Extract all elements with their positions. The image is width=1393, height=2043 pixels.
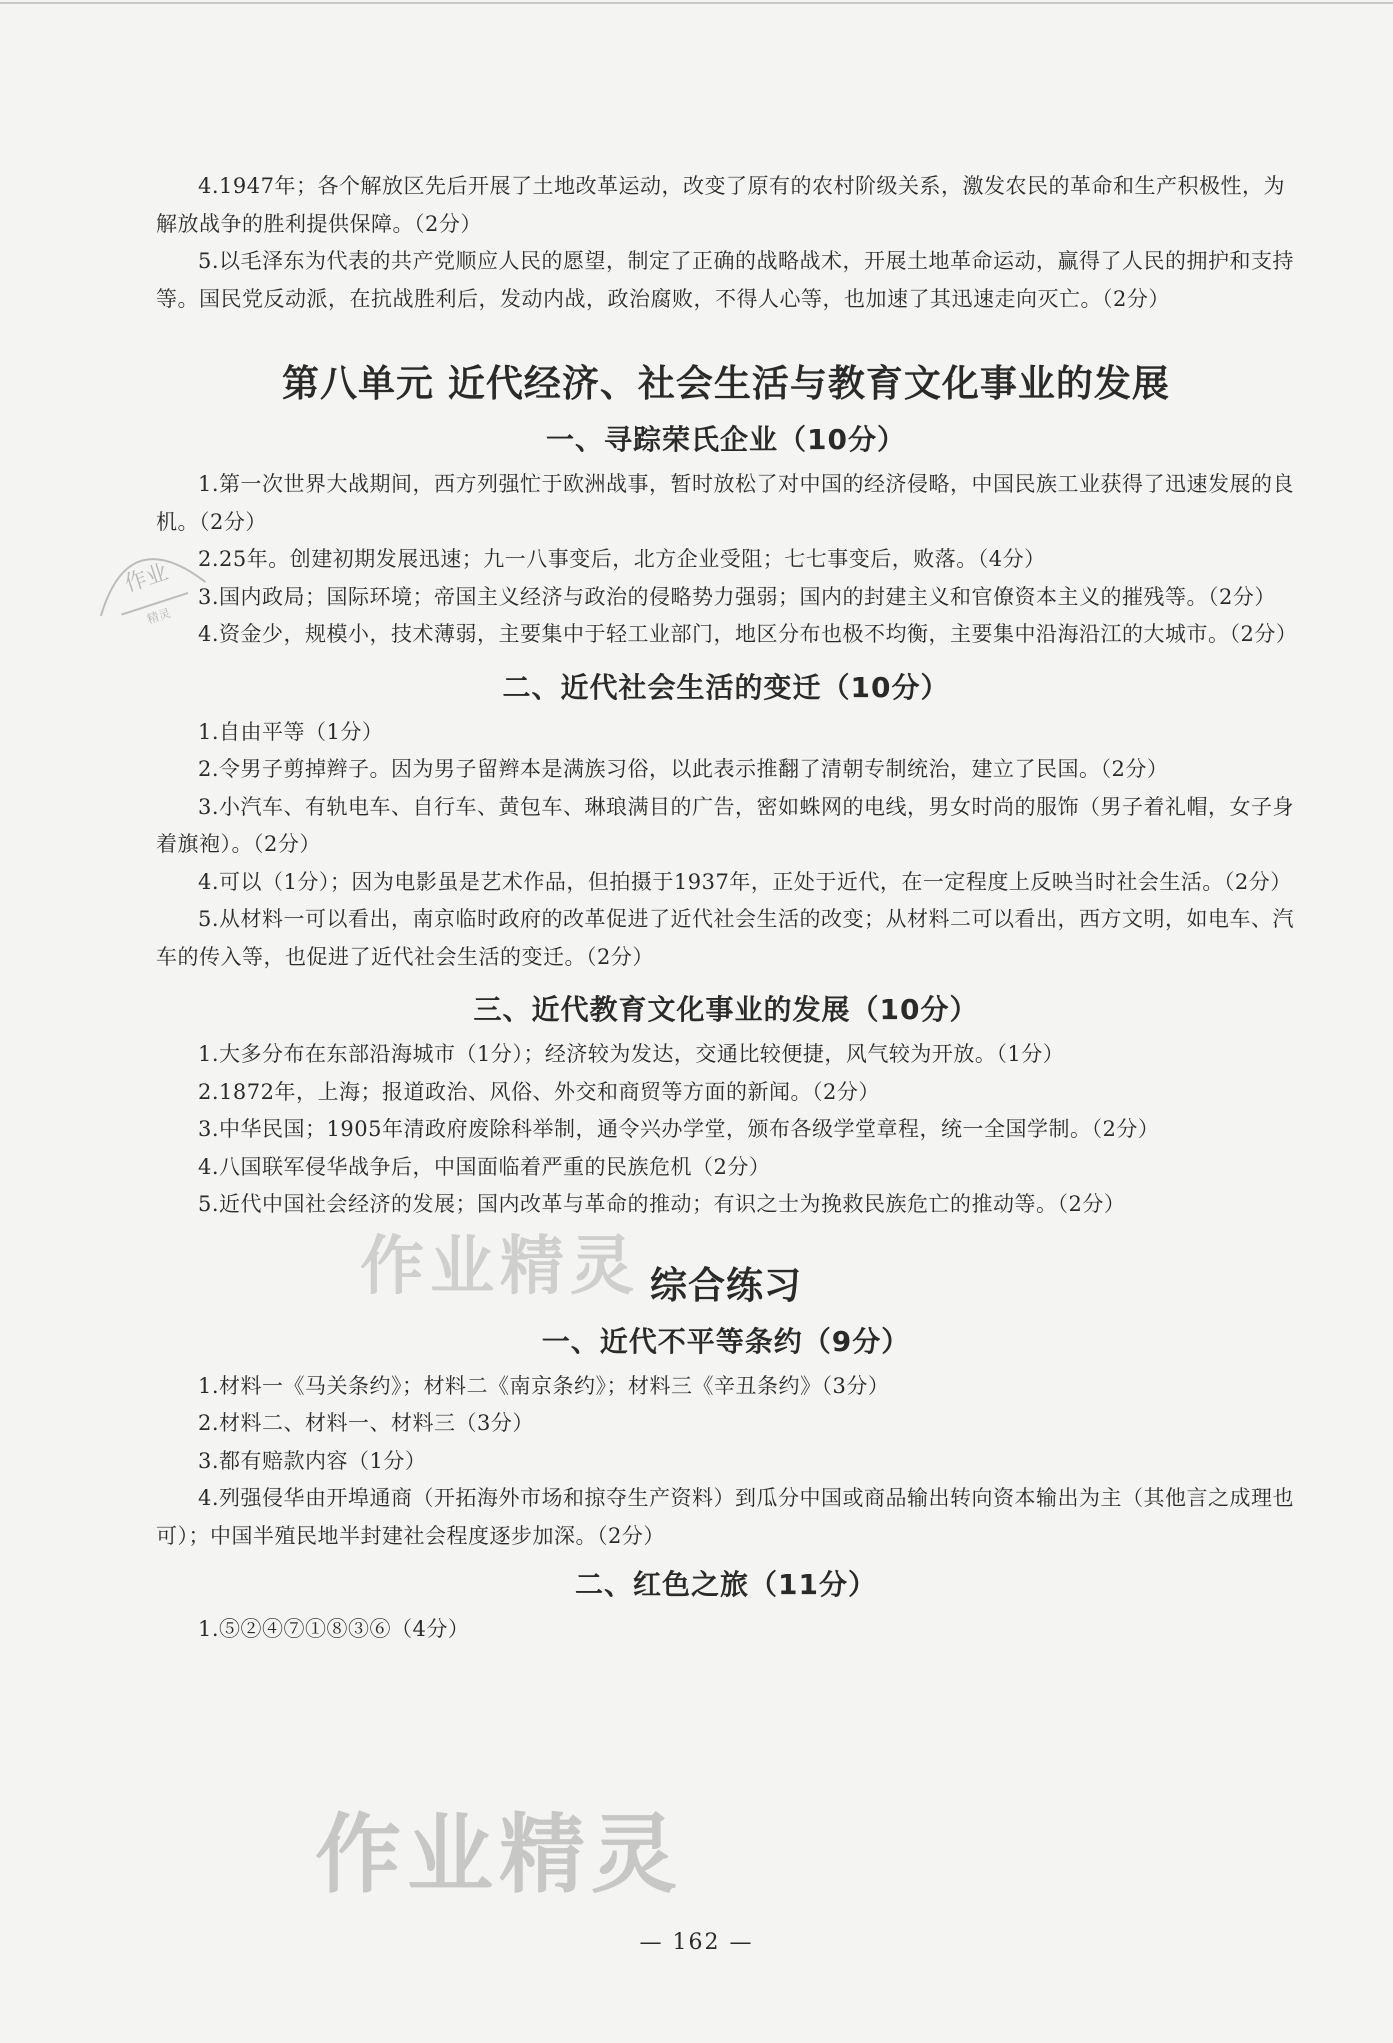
section-title: 二、近代社会生活的变迁（10分） — [502, 670, 950, 704]
svg-text:精灵: 精灵 — [145, 605, 173, 627]
unit-title: 第八单元 近代经济、社会生活与教育文化事业的发展 — [282, 361, 1170, 405]
answer-item: 5.近代中国社会经济的发展；国内改革与革命的推动；有识之士为挽救民族危亡的推动等。（2分） — [198, 1192, 1126, 1216]
section-title: 一、近代不平等条约（9分） — [541, 1324, 911, 1358]
answer-item: 2.25年。创建初期发展迅速；九一八事变后，北方企业受阻；七七事变后，败落。（4分） — [198, 547, 1046, 571]
watermark: 作业精灵 — [315, 1804, 683, 1905]
answer-item: 4.资金少，规模小，技术薄弱，主要集中于轻工业部门，地区分布也极不均衡，主要集中沿海沿江的大城市。（2分） — [198, 622, 1298, 646]
answer-item: 1.自由平等（1分） — [198, 719, 384, 744]
section-title: 二、红色之旅（11分） — [575, 1568, 877, 1601]
answer-item: 5.从材料一可以看出，南京临时政府的改革促进了近代社会生活的改变；从材料二可以看出，西方文明，如电车、汽车的传入等，也促进了近代社会生活的变迁。（2分） — [156, 907, 1295, 969]
answer-content — [156, 168, 1296, 1649]
answer-item: 3.中华民国；1905年清政府废除科举制，通令兴办学堂，颁布各级学堂章程，统一全国学制。（2分） — [198, 1117, 1160, 1141]
answer-item: 1.大多分布在东部沿海城市（1分）；经济较为发达，交通比较便捷，风气较为开放。（1分） — [198, 1042, 1065, 1066]
answer-item: 1.材料一《马关条约》；材料二《南京条约》；材料三《辛丑条约》（3分） — [198, 1373, 890, 1398]
answer-item: 3.国内政局；国际环境；帝国主义经济与政治的侵略势力强弱；国内的封建主义和官僚资本主义的摧残等。（2分） — [198, 584, 1276, 609]
review-title: 综合练习 — [650, 1262, 802, 1307]
answer-item: 2.材料二、材料一、材料三（3分） — [198, 1411, 534, 1435]
answer-item: 1.⑤②④⑦①⑧③⑥（4分） — [198, 1617, 470, 1641]
svg-text:作业: 作业 — [121, 559, 172, 598]
section-title: 一、寻踪荣氏企业（10分） — [546, 423, 906, 456]
answer-item: 1.第一次世界大战期间，西方列强忙于欧洲战事，暂时放松了对中国的经济侵略，中国民族工业获得了迅速发展的良机。（2分） — [156, 472, 1295, 534]
intro-item: 5.以毛泽东为代表的共产党顺应人民的愿望，制定了正确的战略战术，开展土地革命运动，赢得了人民的拥护和支持等。国民党反动派，在抗战胜利后，发动内战，政治腐败，不得人心等，也加速了其迅速走向灭亡。（2分） — [156, 249, 1295, 311]
intro-item: 4.1947年；各个解放区先后开展了土地改革运动，改变了原有的农村阶级关系，激发农民的革命和生产积极性，为解放战争的胜利提供保障。（2分） — [156, 174, 1285, 236]
page-number: — 162 — — [639, 1930, 754, 1955]
answer-item: 2.1872年，上海；报道政治、风俗、外交和商贸等方面的新闻。（2分） — [198, 1079, 880, 1104]
answer-item: 4.列强侵华由开埠通商（开拓海外市场和掠夺生产资料）到瓜分中国或商品输出转向资本输出为主（其他言之成理也可）；中国半殖民地半封建社会程度逐步加深。（2分） — [156, 1486, 1295, 1548]
answer-item: 2.令男子剪掉辫子。因为男子留辫本是满族习俗，以此表示推翻了清朝专制统治，建立了民国。（2分） — [198, 757, 1169, 781]
answer-item: 4.八国联军侵华战争后，中国面临着严重的民族危机（2分） — [198, 1154, 771, 1179]
answer-item: 3.小汽车、有轨电车、自行车、黄包车、琳琅满目的广告，密如蛛网的电线，男女时尚的服饰（男子着礼帽，女子身着旗袍）。（2分） — [156, 794, 1295, 856]
watermark: 作业精灵 — [360, 1229, 640, 1304]
section-title: 三、近代教育文化事业的发展（10分） — [473, 993, 979, 1026]
answer-item: 4.可以（1分）；因为电影虽是艺术作品，但拍摄于1937年，正处于近代，在一定程度上反映当时社会生活。（2分） — [198, 869, 1292, 894]
top-border-line — [0, 2, 1393, 4]
answer-item: 3.都有赔款内容（1分） — [198, 1448, 427, 1473]
